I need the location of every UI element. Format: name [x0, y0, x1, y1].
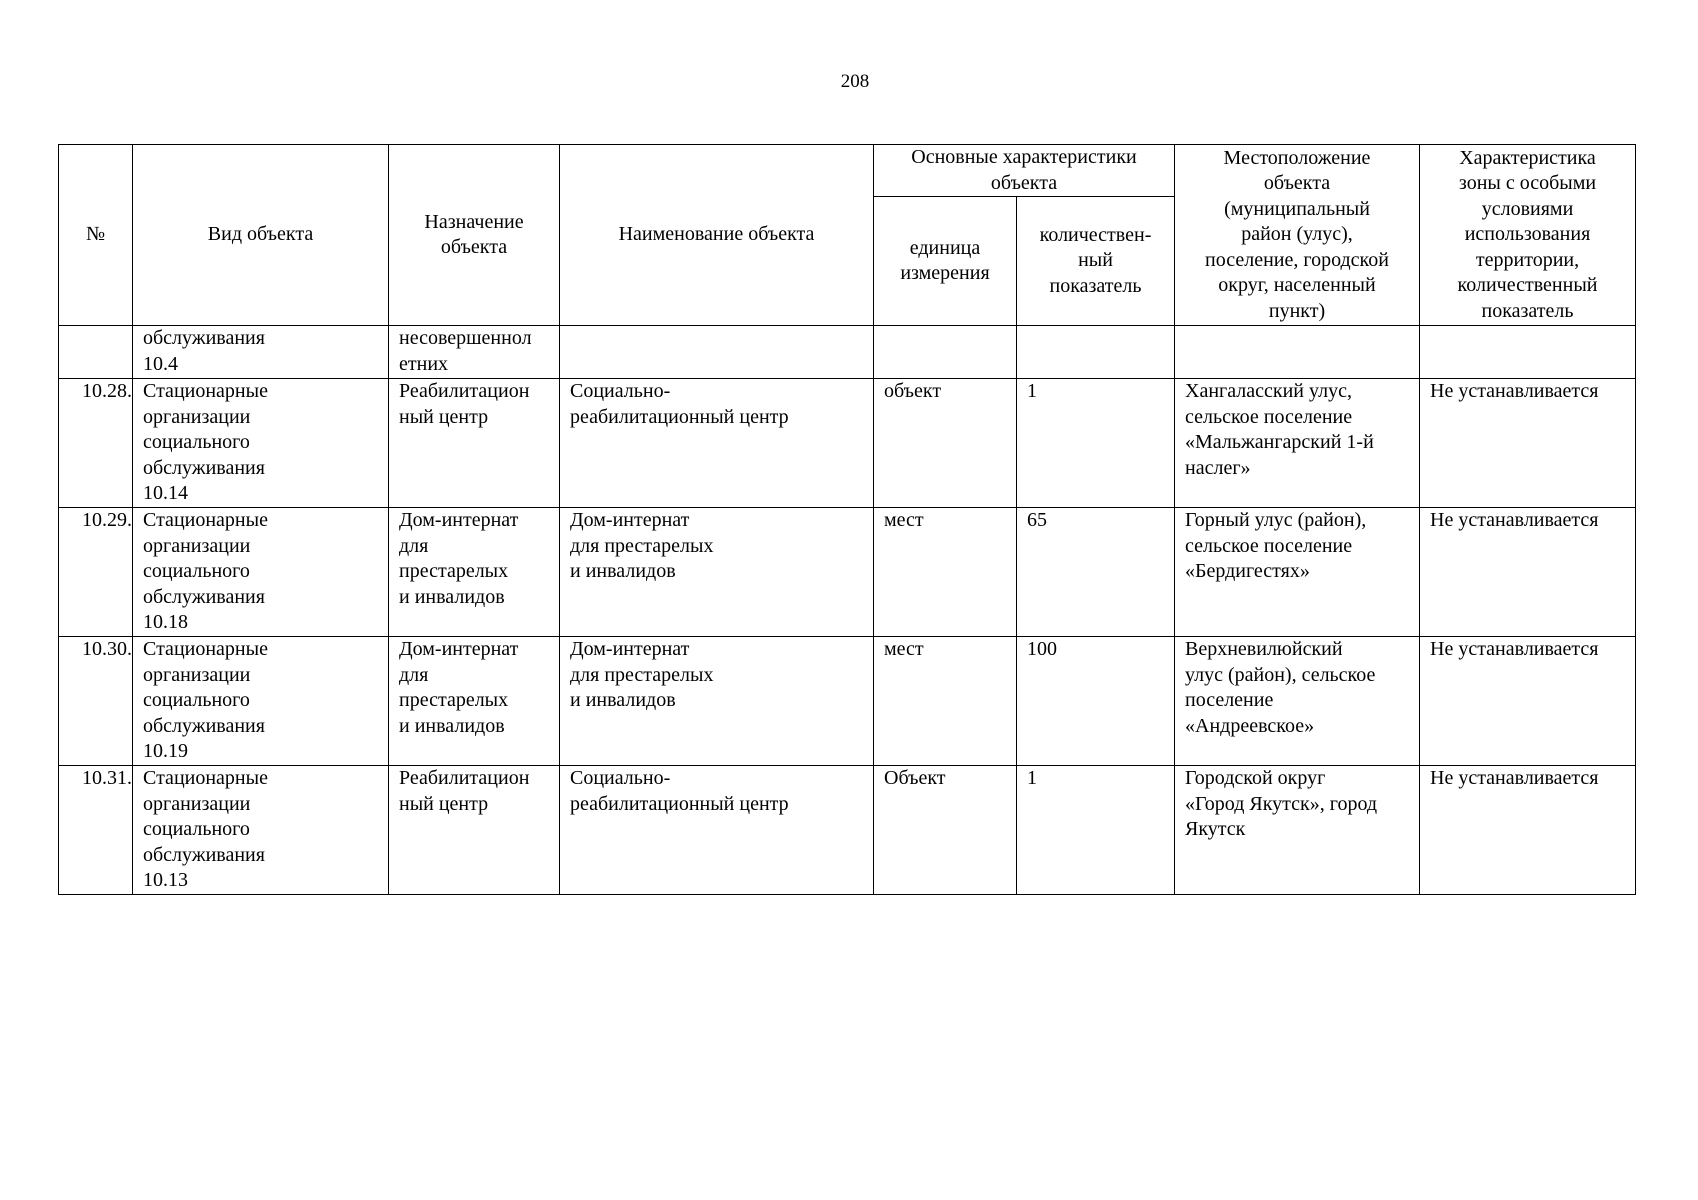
cell-num: [59, 326, 133, 379]
cell-name: Дом-интернат для престарелых и инвалидов: [560, 637, 874, 766]
cell-quantity: 65: [1017, 508, 1175, 637]
header-purpose: Назначение объекта: [389, 145, 560, 326]
cell-name: Социально- реабилитационный центр: [560, 379, 874, 508]
header-location: Местоположение объекта (муниципальный район (улус), поселение, городской округ, населенный пункт): [1175, 145, 1420, 326]
header-name: Наименование объекта: [560, 145, 874, 326]
table-row: [59, 766, 1636, 895]
header-row-top: [59, 145, 1636, 197]
cell-purpose: Реабилитацион ный центр: [389, 379, 560, 508]
cell-zone: Не устанавливается: [1420, 379, 1636, 508]
cell-num: 10.28.: [59, 379, 133, 508]
cell-type: Стационарные организации социального обслуживания 10.14: [133, 379, 389, 508]
header-unit: единица измерения: [874, 197, 1017, 326]
cell-location: Верхневилюйский улус (район), сельское поселение «Андреевское»: [1175, 637, 1420, 766]
cell-purpose: Реабилитацион ный центр: [389, 766, 560, 895]
cell-zone: [1420, 326, 1636, 379]
cell-type: Стационарные организации социального обслуживания 10.18: [133, 508, 389, 637]
header-quantity: количествен- ный показатель: [1017, 197, 1175, 326]
cell-unit: мест: [874, 637, 1017, 766]
cell-unit: мест: [874, 508, 1017, 637]
cell-num: 10.29.: [59, 508, 133, 637]
header-zone: Характеристика зоны с особыми условиями использования территории, количественный показатель: [1420, 145, 1636, 326]
table-row: [59, 379, 1636, 508]
cell-purpose: Дом-интернат для престарелых и инвалидов: [389, 637, 560, 766]
cell-purpose: Дом-интернат для престарелых и инвалидов: [389, 508, 560, 637]
table-header: [59, 145, 1636, 326]
cell-unit: Объект: [874, 766, 1017, 895]
table-row: [59, 508, 1636, 637]
cell-quantity: [1017, 326, 1175, 379]
cell-unit: объект: [874, 379, 1017, 508]
cell-type: Стационарные организации социального обслуживания 10.19: [133, 637, 389, 766]
cell-location: [1175, 326, 1420, 379]
cell-name: [560, 326, 874, 379]
table-row: [59, 637, 1636, 766]
cell-type: обслуживания 10.4: [133, 326, 389, 379]
cell-location: Хангаласский улус, сельское поселение «Мальжангарский 1-й наслег»: [1175, 379, 1420, 508]
cell-quantity: 100: [1017, 637, 1175, 766]
cell-location: Городской округ «Город Якутск», город Якутск: [1175, 766, 1420, 895]
cell-name: Социально- реабилитационный центр: [560, 766, 874, 895]
table-body: [59, 326, 1636, 895]
cell-zone: Не устанавливается: [1420, 637, 1636, 766]
cell-zone: Не устанавливается: [1420, 766, 1636, 895]
table-row: [59, 326, 1636, 379]
cell-quantity: 1: [1017, 379, 1175, 508]
cell-quantity: 1: [1017, 766, 1175, 895]
cell-purpose: несовершеннол етних: [389, 326, 560, 379]
header-num: №: [59, 145, 133, 326]
cell-name: Дом-интернат для престарелых и инвалидов: [560, 508, 874, 637]
cell-num: 10.31.: [59, 766, 133, 895]
cell-location: Горный улус (район), сельское поселение «Бердигестях»: [1175, 508, 1420, 637]
objects-table: [58, 144, 1636, 895]
header-type: Вид объекта: [133, 145, 389, 326]
cell-unit: [874, 326, 1017, 379]
header-characteristics: Основные характеристики объекта: [874, 145, 1175, 197]
cell-zone: Не устанавливается: [1420, 508, 1636, 637]
cell-type: Стационарные организации социального обслуживания 10.13: [133, 766, 389, 895]
cell-num: 10.30.: [59, 637, 133, 766]
page-number: 208: [840, 71, 870, 92]
